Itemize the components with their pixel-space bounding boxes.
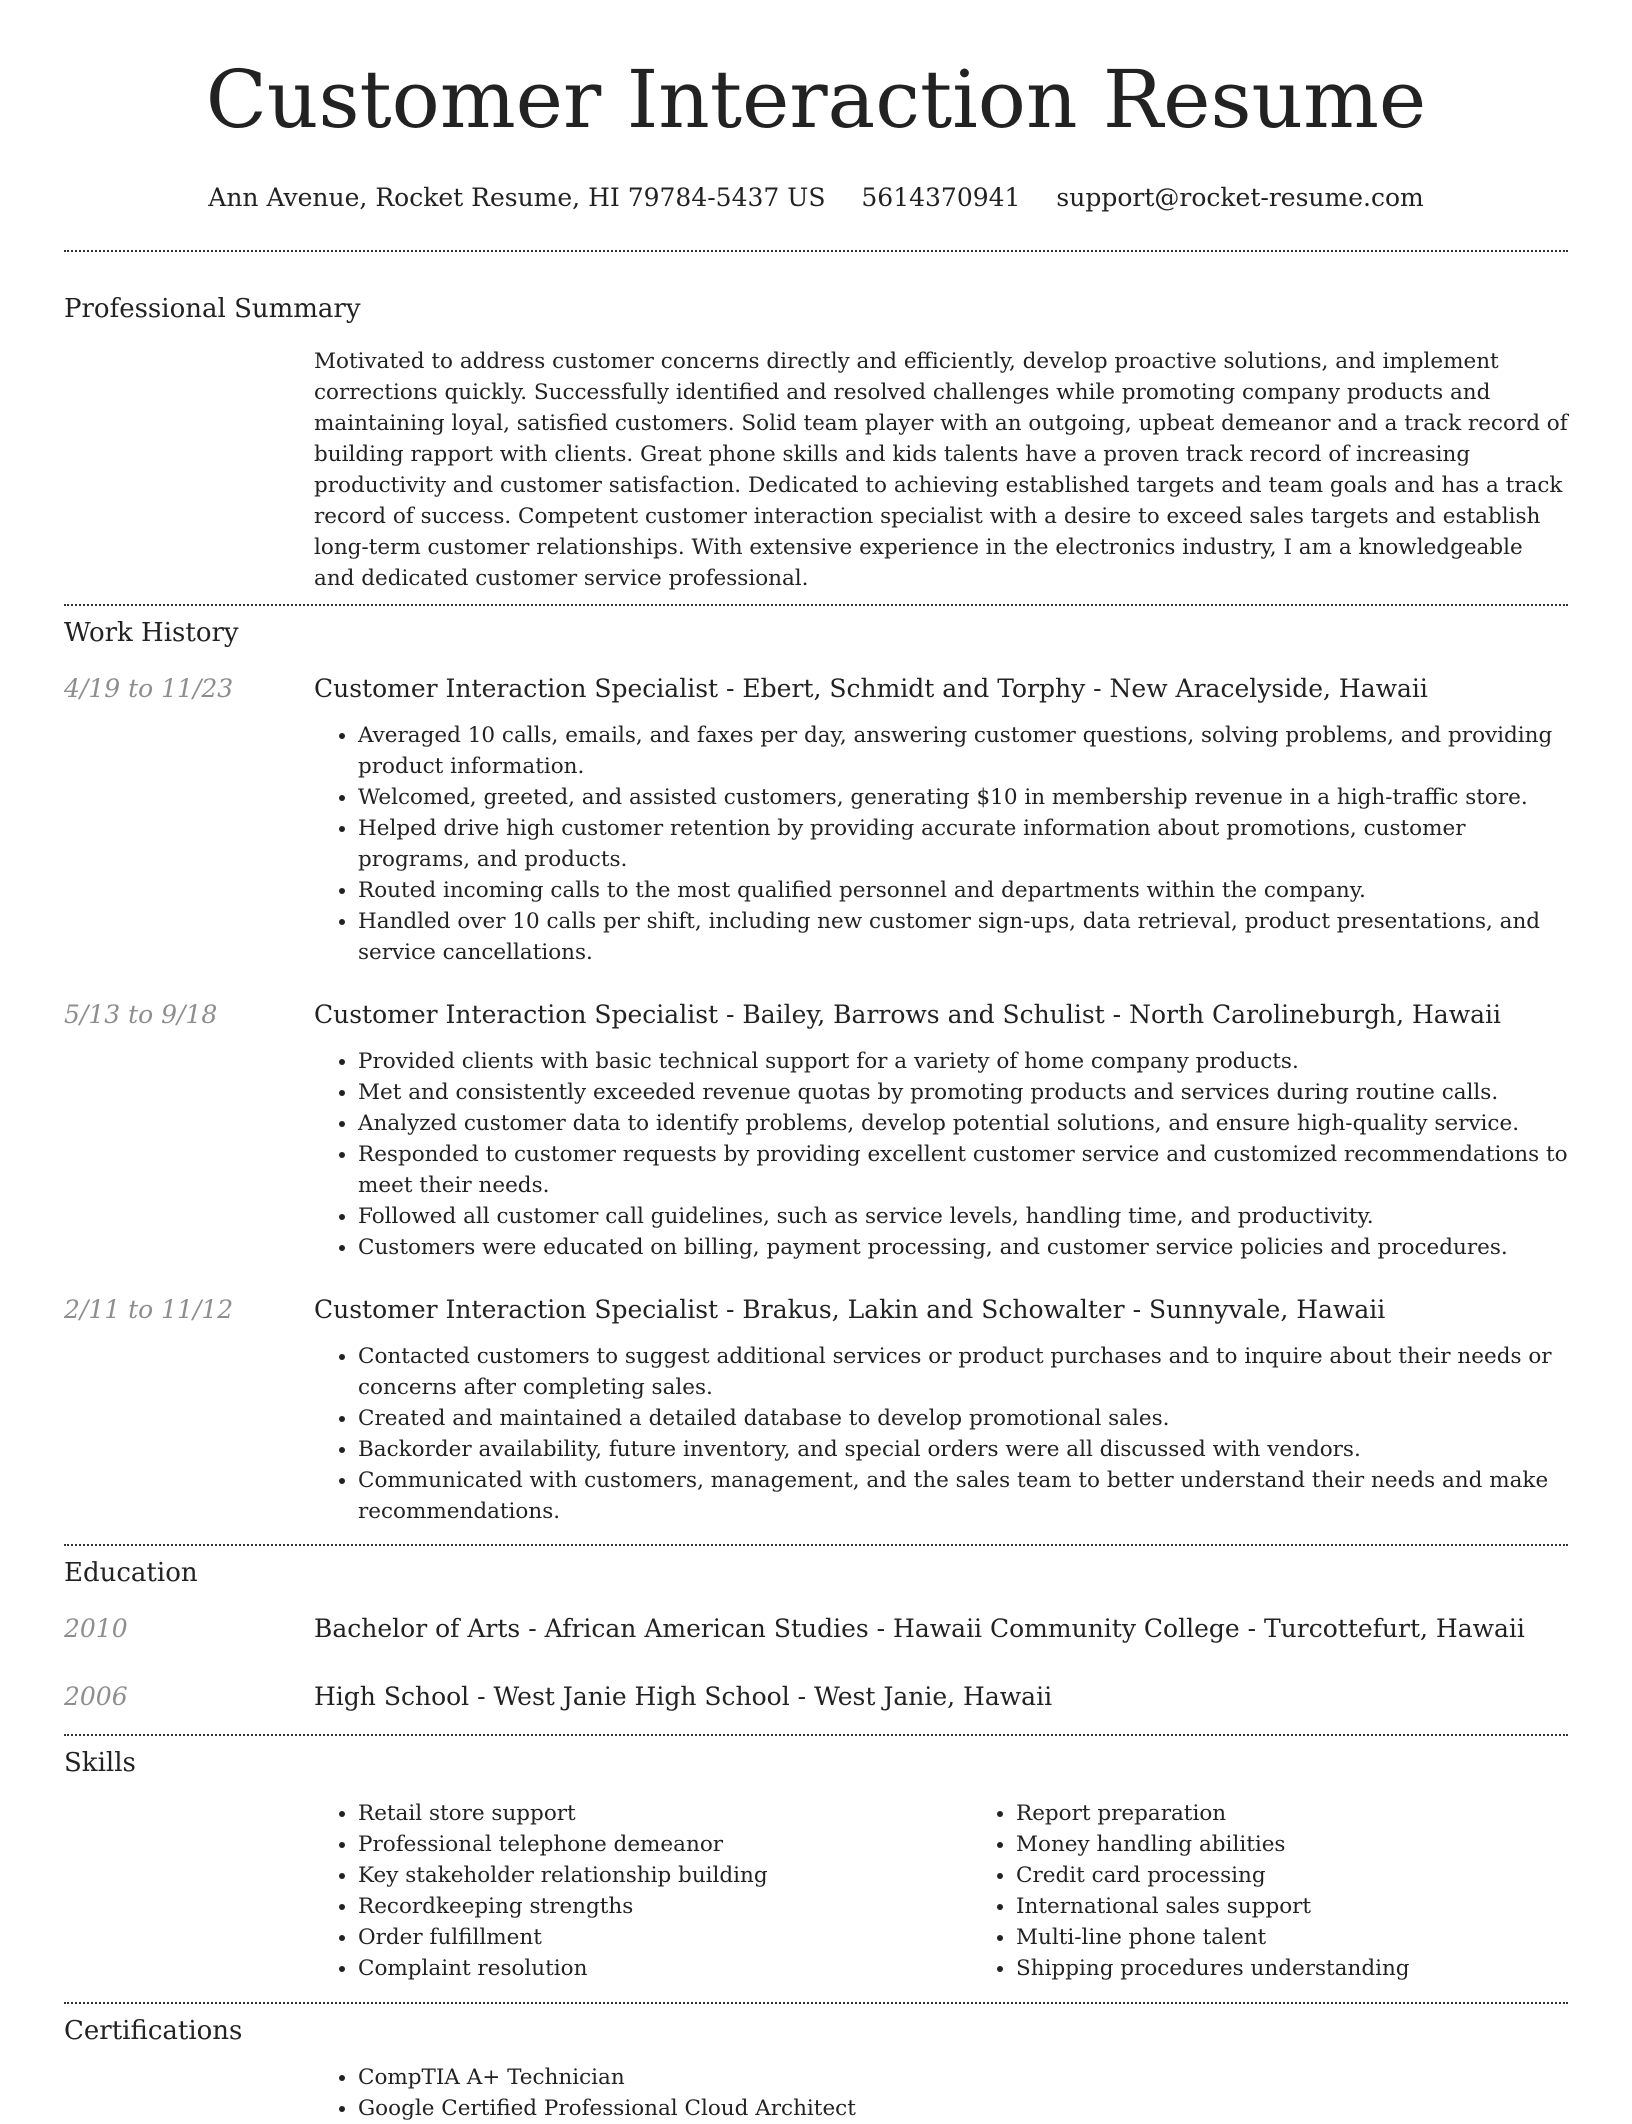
list-item: • International sales support (1016, 1891, 1630, 1922)
list-item: • Analyzed customer data to identify problems, develop potential solutions, and ensure high-quality service. (358, 1108, 1568, 1139)
list-item: • Google Certified Professional Cloud Architect (358, 2093, 1568, 2124)
job-title: Customer Interaction Specialist - Ebert, Schmidt and Torphy - New Aracelyside, Hawaii (314, 674, 1428, 703)
contact-address: Ann Avenue, Rocket Resume, HI 79784-5437 US (208, 183, 826, 212)
education-heading: Education (64, 1558, 198, 1588)
job-title: Customer Interaction Specialist - Bailey, Barrows and Schulist - North Carolineburgh, Hawaii (314, 1000, 1502, 1029)
skills-list-right (972, 1798, 1630, 1984)
list-item: • Created and maintained a detailed database to develop promotional sales. (358, 1403, 1568, 1434)
list-item: • Multi-line phone talent (1016, 1922, 1630, 1953)
list-item: • Credit card processing (1016, 1860, 1630, 1891)
education-entry-2 (64, 1680, 1568, 1714)
section-divider (64, 1544, 1568, 1546)
list-item: • Handled over 10 calls per shift, including new customer sign-ups, data retrieval, product presentations, and service cancellations. (358, 906, 1568, 968)
list-item: • CompTIA A+ Technician (358, 2062, 1568, 2093)
job-details (314, 1293, 1568, 1527)
section-divider (64, 1734, 1568, 1736)
skills-heading: Skills (64, 1748, 136, 1778)
job-bullets (314, 720, 1568, 968)
skills-list-left (314, 1798, 972, 1984)
certifications-list (314, 2062, 1568, 2124)
list-item: • Complaint resolution (358, 1953, 972, 1984)
contact-line (64, 180, 1568, 216)
job-bullets (314, 1046, 1568, 1263)
resume-page (64, 0, 1568, 2124)
education-title: Bachelor of Arts - African American Studies - Hawaii Community College - Turcottefurt, Hawaii (314, 1614, 1525, 1643)
job-dates: 5/13 to 9/18 (64, 1000, 218, 1029)
contact-email: support@rocket-resume.com (1056, 183, 1424, 212)
section-divider (64, 2002, 1568, 2004)
list-item: • Report preparation (1016, 1798, 1630, 1829)
summary-spacer (64, 326, 314, 604)
education-details (314, 1680, 1568, 1714)
list-item: • Backorder availability, future inventory, and special orders were all discussed with vendors. (358, 1434, 1568, 1465)
education-entry-1 (64, 1612, 1568, 1646)
list-item: • Recordkeeping strengths (358, 1891, 972, 1922)
list-item: • Routed incoming calls to the most qualified personnel and departments within the company. (358, 875, 1568, 906)
skills-body (314, 1780, 1630, 1984)
section-divider (64, 604, 1568, 606)
list-item: • Shipping procedures understanding (1016, 1953, 1630, 1984)
education-title: High School - West Janie High School - West Janie, Hawaii (314, 1682, 1053, 1711)
resume-title: Customer Interaction Resume (205, 53, 1427, 146)
list-item: • Met and consistently exceeded revenue quotas by promoting products and services during routine calls. (358, 1077, 1568, 1108)
list-item: • Followed all customer call guidelines, such as service levels, handling time, and productivity. (358, 1201, 1568, 1232)
section-divider (64, 250, 1568, 252)
list-item: • Money handling abilities (1016, 1829, 1630, 1860)
skills-spacer (64, 1780, 314, 1984)
education-details (314, 1612, 1568, 1646)
list-item: • Responded to customer requests by providing excellent customer service and customized recommendations to meet their needs. (358, 1139, 1568, 1201)
job-details (314, 998, 1568, 1263)
skills-row (64, 1780, 1568, 1984)
job-dates: 4/19 to 11/23 (64, 674, 234, 703)
job-title: Customer Interaction Specialist - Brakus, Lakin and Schowalter - Sunnyvale, Hawaii (314, 1295, 1386, 1324)
summary-row (64, 326, 1568, 604)
certifications-row (64, 2048, 1568, 2124)
education-year: 2006 (64, 1682, 128, 1711)
work-history-heading: Work History (64, 618, 239, 648)
list-item: • Professional telephone demeanor (358, 1829, 972, 1860)
spacer (64, 1984, 1568, 2002)
certifications-heading: Certifications (64, 2016, 243, 2046)
list-item: • Customers were educated on billing, payment processing, and customer service policies and procedures. (358, 1232, 1568, 1263)
list-item: • Retail store support (358, 1798, 972, 1829)
list-item: • Contacted customers to suggest additional services or product purchases and to inquire about their needs or concerns after completing sales. (358, 1341, 1568, 1403)
skills-columns (314, 1798, 1630, 1984)
job-details (314, 672, 1568, 968)
job-bullets (314, 1341, 1568, 1527)
job-entry-3 (64, 1293, 1568, 1527)
list-item: • Key stakeholder relationship building (358, 1860, 972, 1891)
list-item: • Helped drive high customer retention by providing accurate information about promotions, customer programs, and products. (358, 813, 1568, 875)
job-entry-2 (64, 998, 1568, 1263)
contact-phone: 5614370941 (861, 183, 1021, 212)
list-item: • Averaged 10 calls, emails, and faxes per day, answering customer questions, solving problems, and providing product information. (358, 720, 1568, 782)
job-dates: 2/11 to 11/12 (64, 1295, 234, 1324)
summary-text: Motivated to address customer concerns directly and efficiently, develop proactive solutions, and implement corrections quickly. Successfully identified and resolved challenges while promoting company products and maintaining loyal, satisfied customers. Solid team player with an outgoing, upbeat demeanor and a track record of building rapport with clients. Great phone skills and kids talents have a proven track record of increasing productivity and customer satisfaction. Dedicated to achieving established targets and team goals and has a track record of success. Competent customer interaction specialist with a desire to exceed sales targets and establish long-term customer relationships. With extensive experience in the electronics industry, I am a knowledgeable and dedicated customer service professional. (314, 349, 1568, 591)
certifications-body (314, 2048, 1568, 2124)
summary-body (314, 326, 1568, 604)
spacer (64, 1714, 1568, 1734)
spacer (64, 1527, 1568, 1544)
summary-heading: Professional Summary (64, 294, 361, 324)
certifications-spacer (64, 2048, 314, 2124)
list-item: • Welcomed, greeted, and assisted customers, generating $10 in membership revenue in a high-traffic store. (358, 782, 1568, 813)
job-entry-1 (64, 672, 1568, 968)
list-item: • Order fulfillment (358, 1922, 972, 1953)
list-item: • Provided clients with basic technical support for a variety of home company products. (358, 1046, 1568, 1077)
list-item: • Communicated with customers, management, and the sales team to better understand their needs and make recommendations. (358, 1465, 1568, 1527)
education-year: 2010 (64, 1614, 128, 1643)
